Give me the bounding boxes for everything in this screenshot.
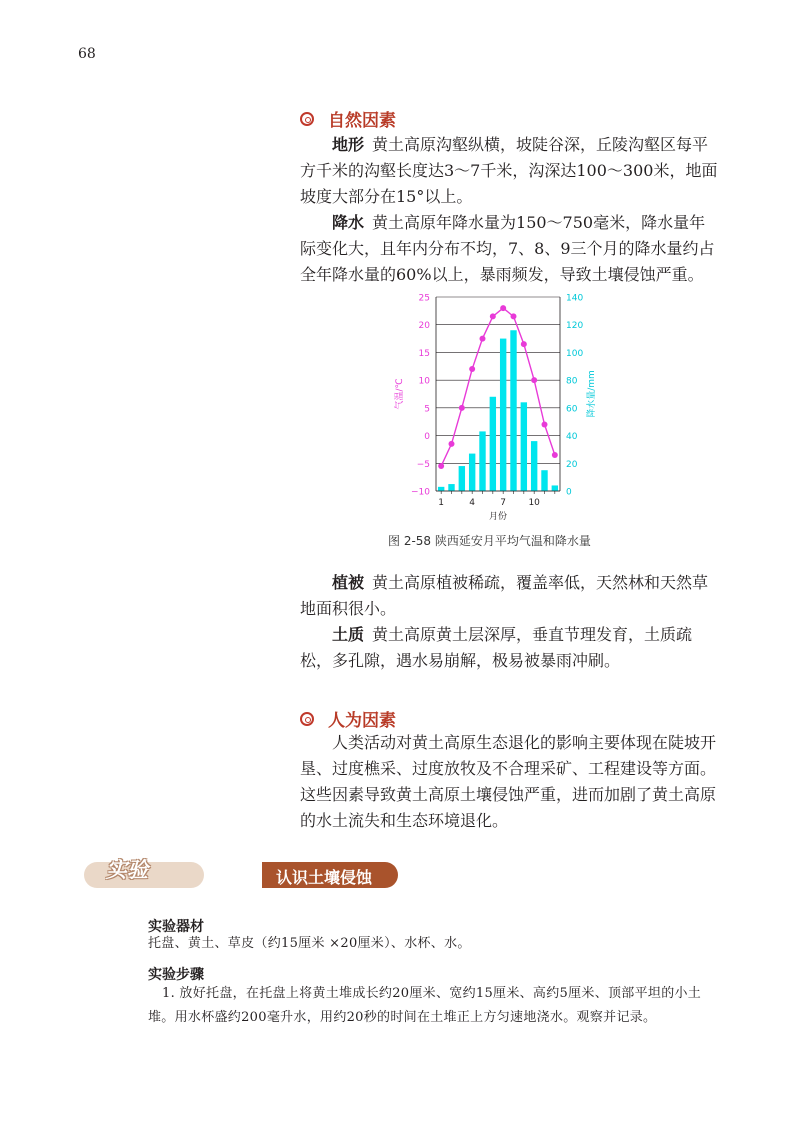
- human-factors-paragraph: 人类活动对黄土高原生态退化的影响主要体现在陡坡开垦、过度樵采、过度放牧及不合理采矿、工程建设等方面。这些因素导致黄土高原土壤侵蚀严重，进而加剧了黄土高原的水土流失和生态环境退化。: [300, 733, 717, 830]
- temperature-line: [438, 305, 558, 469]
- precipitation-text: 黄土高原年降水量为150～750毫米，降水量年际变化大，且年内分布不均，7、8、9三个月的降水量约占全年降水量的60%以上，暴雨频发，导致土壤侵蚀严重。: [300, 213, 715, 284]
- figure-caption: 图 2-58 陕西延安月平均气温和降水量: [388, 534, 591, 548]
- temperature-point: [438, 463, 444, 469]
- right-tick-label: 140: [566, 293, 584, 304]
- x-tick-label: 10: [528, 498, 540, 508]
- temperature-point: [449, 441, 455, 447]
- natural-factors-heading: [300, 106, 396, 131]
- left-tick-label: 5: [424, 404, 430, 415]
- experiment-banner: [84, 858, 373, 890]
- precipitation-bar: [500, 339, 506, 491]
- precipitation-bar: [438, 487, 444, 491]
- climate-chart: [388, 285, 608, 525]
- right-tick-label: 120: [566, 321, 584, 332]
- precipitation-bar: [459, 466, 465, 491]
- precipitation-bar: [510, 330, 516, 491]
- right-tick-label: 80: [566, 376, 578, 387]
- precipitation-bars: [438, 330, 558, 491]
- soil-lead: 土质: [332, 625, 365, 644]
- right-axis-title: 降水量/mm: [587, 370, 597, 418]
- precipitation-lead: 降水: [332, 213, 365, 232]
- steps-heading: 实验步骤: [148, 967, 204, 983]
- x-tick-label: 4: [469, 498, 476, 508]
- left-tick-label: −5: [416, 459, 430, 470]
- temperature-point: [490, 313, 496, 319]
- double-circle-icon: [300, 112, 314, 126]
- precipitation-bar: [448, 484, 454, 491]
- chart-axes: [436, 297, 560, 494]
- temperature-point: [459, 405, 465, 411]
- precipitation-bar: [552, 485, 558, 491]
- chart-grid: [436, 297, 560, 491]
- temperature-point: [521, 341, 527, 347]
- double-circle-icon: [300, 712, 314, 726]
- left-tick-label: −10: [411, 487, 430, 498]
- soil-text: 黄土高原黄土层深厚，垂直节理发育，土质疏松，多孔隙，遇水易崩解，极易被暴雨冲刷。: [300, 625, 693, 670]
- experiment-title: 认识土壤侵蚀: [276, 868, 373, 887]
- x-tick-label: 1: [438, 498, 445, 508]
- vegetation-text: 黄土高原植被稀疏，覆盖率低，天然林和天然草地面积很小。: [300, 573, 709, 618]
- temperature-point: [542, 421, 548, 427]
- left-tick-label: 0: [424, 432, 430, 443]
- right-tick-label: 100: [566, 348, 584, 359]
- temperature-point: [511, 313, 517, 319]
- experiment-title-bar: [262, 862, 398, 888]
- temperature-point: [531, 377, 537, 383]
- precipitation-bar: [479, 431, 485, 491]
- left-axis-title: 气温/℃: [395, 378, 405, 410]
- terrain-paragraph: [300, 132, 720, 210]
- left-tick-label: 25: [418, 293, 430, 304]
- temperature-point: [500, 305, 506, 311]
- left-tick-label: 10: [418, 376, 430, 387]
- page-number: 68: [78, 46, 96, 62]
- right-tick-label: 20: [566, 459, 578, 470]
- right-tick-label: 40: [566, 432, 578, 443]
- natural-factors-title: 自然因素: [328, 111, 396, 131]
- soil-paragraph: [300, 622, 720, 674]
- temperature-point: [469, 366, 475, 372]
- step-1-text: 1. 放好托盘，在托盘上将黄土堆成长约20厘米、宽约15厘米、高约5厘米、顶部平坦的小土堆。用水杯盛约200毫升水，用约20秒的时间在土堆正上方匀速地浇水。观察并记录。: [148, 986, 702, 1025]
- x-axis-title: 月份: [488, 512, 508, 522]
- temperature-point: [480, 336, 486, 342]
- terrain-text: 黄土高原沟壑纵横，坡陡谷深，丘陵沟壑区每平方千米的沟壑长度达3～7千米，沟深达100～300米，地面坡度大部分在15°以上。: [300, 135, 718, 206]
- left-tick-label: 20: [418, 321, 430, 332]
- precipitation-bar: [490, 397, 496, 491]
- left-tick-label: 15: [418, 348, 430, 359]
- human-factors-title: 人为因素: [328, 711, 396, 731]
- precipitation-bar: [541, 470, 547, 491]
- terrain-lead: 地形: [332, 135, 365, 154]
- precipitation-bar: [531, 441, 537, 491]
- vegetation-lead: 植被: [332, 573, 365, 592]
- precipitation-paragraph: [300, 210, 720, 288]
- precipitation-bar: [469, 454, 475, 491]
- temperature-point: [552, 452, 558, 458]
- human-factors-heading: [300, 706, 396, 731]
- right-tick-label: 60: [566, 404, 578, 415]
- x-tick-label: 7: [500, 498, 507, 508]
- materials-heading: 实验器材: [148, 919, 204, 935]
- temperature-series-line: [441, 308, 555, 466]
- materials-text: 托盘、黄土、草皮（约15厘米 ×20厘米）、水杯、水。: [148, 936, 471, 951]
- precipitation-bar: [521, 402, 527, 491]
- climate-chart-svg: [388, 285, 608, 525]
- experiment-tag: 实验: [106, 858, 148, 882]
- right-tick-label: 0: [566, 487, 572, 498]
- vegetation-paragraph: [300, 570, 720, 622]
